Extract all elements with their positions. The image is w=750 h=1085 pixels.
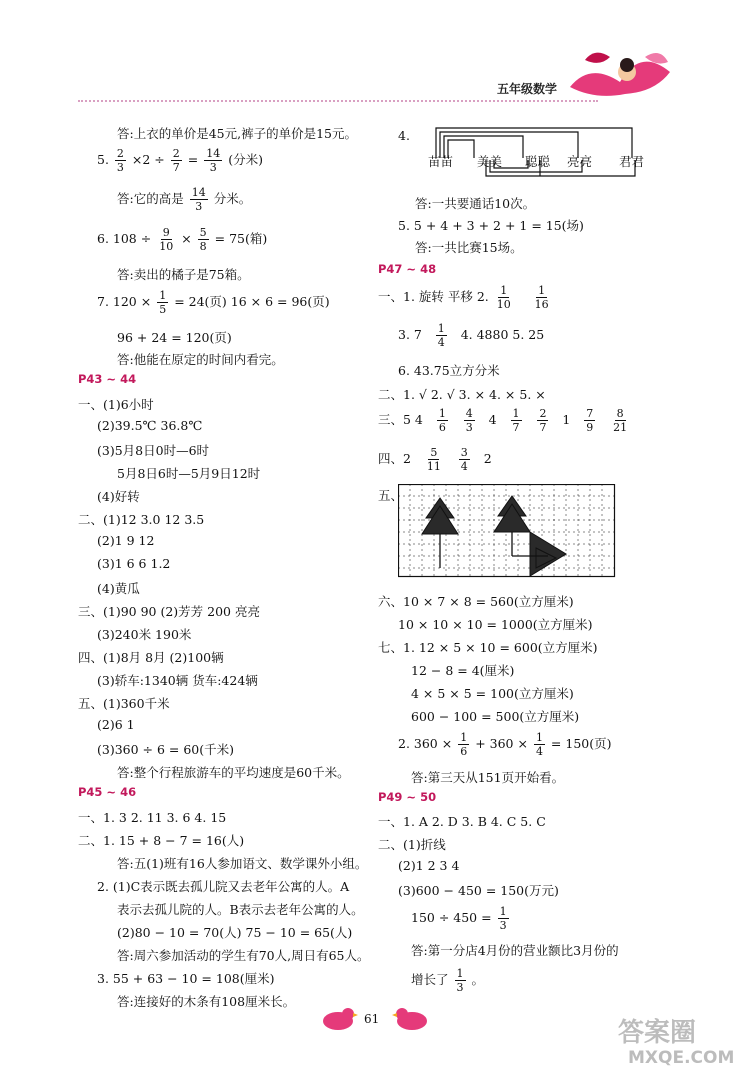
name-label: 美美 <box>477 154 503 169</box>
text-line: (4)黄瓜 <box>97 581 140 596</box>
name-label: 君君 <box>619 154 645 169</box>
text-line: (3)5月8日0时—6时 <box>97 443 210 458</box>
bird-icon <box>318 1004 358 1032</box>
text-line: 5月8日6时—5月9日12时 <box>117 466 261 481</box>
text-line: 四、2 $\frac{5}{11}$ $\frac{3}{4}$ 2 <box>378 446 492 473</box>
page-number: 61 <box>364 1012 380 1026</box>
text-line: 七、1. 12 × 5 × 10 = 600(立方厘米) <box>378 640 598 655</box>
text-line: 一、(1)6小时 <box>78 397 154 412</box>
answer-line: 答:第三天从151页开始看。 <box>411 770 565 785</box>
answer-line: 答:周六参加活动的学生有70人,周日有65人。 <box>117 948 370 963</box>
mascot-logo <box>565 42 675 102</box>
bird-icon <box>392 1004 432 1032</box>
text-line: 二、(1)折线 <box>378 837 446 852</box>
text-line: 表示去孤儿院的人。B表示去老年公寓的人。 <box>117 902 364 917</box>
equation-line: 150 ÷ 450 = $\frac{1}{3}$ <box>411 905 507 932</box>
header-divider <box>78 100 598 102</box>
answer-line: 增长了 $\frac{1}{3}$ 。 <box>411 967 484 994</box>
answer-line: 答:整个行程旅游车的平均速度是60千米。 <box>117 765 350 780</box>
answer-line: 答:连接好的木条有108厘米长。 <box>117 994 296 1009</box>
text-line: 一、1. 旋转 平移 2. $\frac{1}{10}$ $\frac{1}{16}$ <box>378 284 549 311</box>
equation-line: 2. 360 × $\frac{1}{6}$ + 360 × $\frac{1}{4}$ = 150(页) <box>398 731 612 758</box>
text-line: 二、(1)12 3.0 12 3.5 <box>78 512 205 527</box>
text-line: (3)360 ÷ 6 = 60(千米) <box>97 742 235 757</box>
text-line: 一、1. A 2. D 3. B 4. C 5. C <box>378 814 546 829</box>
grid-figure <box>398 484 618 580</box>
equation-line: 5. 5 + 4 + 3 + 2 + 1 = 15(场) <box>398 218 584 233</box>
text-line: (2)39.5℃ 36.8℃ <box>97 418 203 433</box>
text-line: (4)好转 <box>97 489 140 504</box>
text-line: (3)240米 190米 <box>97 627 192 642</box>
text-line: 一、1. 3 2. 11 3. 6 4. 15 <box>78 810 227 825</box>
equation-line: 96 + 24 = 120(页) <box>117 330 232 345</box>
text-line: (3)轿车:1340辆 货车:424辆 <box>97 673 258 688</box>
answer-line: 答:第一分店4月份的营业额比3月份的 <box>411 943 619 958</box>
answer-line: 答:他能在原定的时间内看完。 <box>117 352 284 367</box>
text-line: (3)600 − 450 = 150(万元) <box>398 883 559 898</box>
section-heading: P49 ~ 50 <box>378 790 437 804</box>
text-line: (2)6 1 <box>97 717 135 732</box>
text-line: 12 − 8 = 4(厘米) <box>411 663 515 678</box>
answer-line: 答:一共比赛15场。 <box>415 240 523 255</box>
answer-line: 答:一共要通话10次。 <box>415 196 536 211</box>
text-line: 答:上衣的单价是45元,裤子的单价是15元。 <box>117 126 357 141</box>
text-line: 四、(1)8月 8月 (2)100辆 <box>78 650 224 665</box>
text-line: (2)1 2 3 4 <box>398 858 460 873</box>
question-number: 4. <box>398 128 410 143</box>
text-line: 3. 7 $\frac{1}{4}$ 4. 4880 5. 25 <box>398 322 545 349</box>
text-line: 二、1. 15 + 8 − 7 = 16(人) <box>78 833 245 848</box>
name-label: 亮亮 <box>567 154 593 169</box>
text-line: 600 − 100 = 500(立方厘米) <box>411 709 580 724</box>
text-line: 4 × 5 × 5 = 100(立方厘米) <box>411 686 574 701</box>
text-line: 六、10 × 7 × 8 = 560(立方厘米) <box>378 594 574 609</box>
equation-line: 7. 120 × $\frac{1}{5}$ = 24(页) 16 × 6 = 96(页) <box>97 289 330 316</box>
section-heading: P45 ~ 46 <box>78 785 137 799</box>
text-line: (3)1 6 6 1.2 <box>97 556 171 571</box>
name-label: 苗苗 <box>428 154 454 169</box>
question-number: 五、 <box>378 488 404 503</box>
text-line: 6. 43.75立方分米 <box>398 363 500 378</box>
header-title: 五年级数学 <box>497 82 558 96</box>
name-label: 聪聪 <box>525 154 551 169</box>
equation-line: 6. 108 ÷ $\frac{9}{10}$ × $\frac{5}{8}$ = 75(箱) <box>97 226 268 253</box>
text-line: 五、(1)360千米 <box>78 696 170 711</box>
watermark-logo: 答案圈 <box>618 1018 697 1048</box>
text-line: 三、5 4 $\frac{1}{6}$ $\frac{4}{3}$ 4 $\frac{1}{7}$ $\frac{2}{7}$ 1 $\frac{7}{9}$ $\frac{8}{21}$ <box>378 407 628 434</box>
answer-line: 答:卖出的橘子是75箱。 <box>117 267 250 282</box>
text-line: (2)1 9 12 <box>97 533 155 548</box>
text-line: 三、(1)90 90 (2)芳芳 200 亮亮 <box>78 604 260 619</box>
text-line: 10 × 10 × 10 = 1000(立方厘米) <box>398 617 593 632</box>
text-line: 2. (1)C表示既去孤儿院又去老年公寓的人。A <box>97 879 350 894</box>
section-heading: P47 ~ 48 <box>378 262 437 276</box>
text-line: (2)80 − 10 = 70(人) 75 − 10 = 65(人) <box>117 925 353 940</box>
answer-line: 答:它的高是 $\frac{14}{3}$ 分米。 <box>117 186 252 213</box>
text-line: 二、1. √ 2. √ 3. × 4. × 5. × <box>378 387 546 402</box>
answer-line: 答:五(1)班有16人参加语文、数学课外小组。 <box>117 856 368 871</box>
text-line: 3. 55 + 63 − 10 = 108(厘米) <box>97 971 275 986</box>
equation-line: 5. $\frac{2}{3}$ ×2 ÷ $\frac{2}{7}$ = $\frac{14}{3}$ (分米) <box>97 147 263 174</box>
watermark-url: MXQE.COM <box>628 1048 735 1068</box>
section-heading: P43 ~ 44 <box>78 372 137 386</box>
